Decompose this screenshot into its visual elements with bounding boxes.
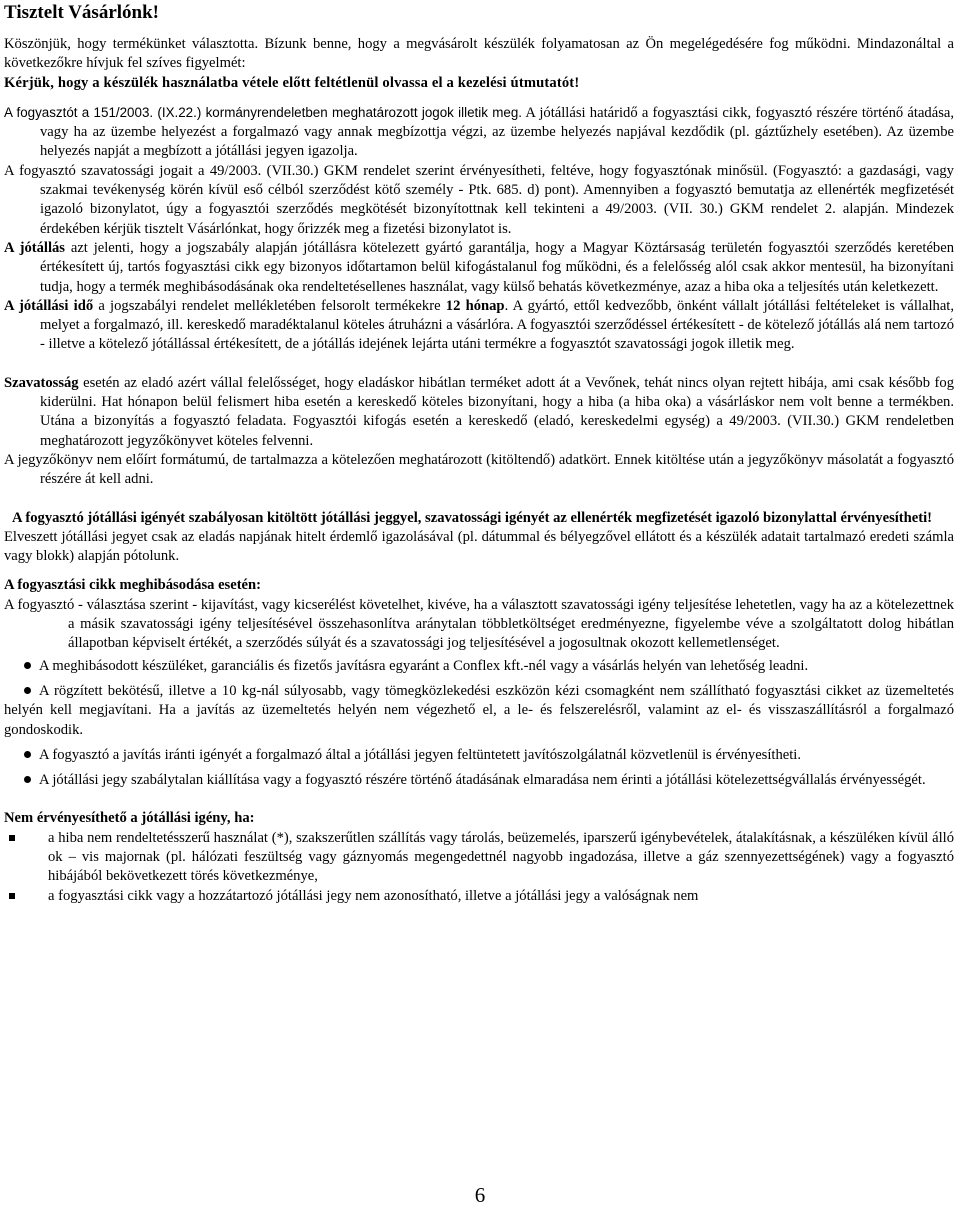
list-item bbox=[4, 771, 954, 790]
spacer bbox=[4, 490, 954, 509]
list-item bbox=[4, 887, 954, 906]
guarantee-term: Szavatosság bbox=[4, 374, 79, 391]
list-item bbox=[4, 682, 954, 740]
square-bullet-icon bbox=[9, 893, 15, 899]
spacer bbox=[4, 790, 954, 809]
list-item-text: a fogyasztási cikk vagy a hozzátartozó jótállási jegy nem azonosítható, illetve a jótállási jegy a valóságnak nem bbox=[48, 887, 699, 904]
list-item-text: A jótállási jegy szabálytalan kiállítása vagy a fogyasztó részére történő átadásának elmaradása nem érinti a jótállási kötelezettségvállalás érvényességét. bbox=[39, 772, 926, 789]
square-bullet-icon bbox=[9, 835, 15, 841]
intro-text: Köszönjük, hogy termékünket választotta. Bízunk benne, hogy a megvásárolt készülék folyamatosan az Ön megelégedésére fog működni. Mindazonáltal a következőkre hívjuk fel szíves figyelmét: bbox=[4, 36, 954, 72]
list-item bbox=[4, 829, 954, 887]
bullet-icon bbox=[24, 687, 31, 694]
lost-card-paragraph: Elveszett jótállási jegyet csak az eladás napjának hitelt érdemlő igazolásával (pl. dátummal és bélyegzővel ellátott és a készülék adatait tartalmazó eredeti számla vagy blokk) alapján pótolunk. bbox=[4, 528, 954, 565]
protocol-paragraph: A jegyzőkönyv nem előírt formátumú, de tartalmazza a kötelezően meghatározott (kitöltendő) adatkört. Ennek kitöltése után a jegyzőkönyv másolatát a fogyasztó részére át kell adni. bbox=[4, 451, 954, 488]
warranty-term: A jótállás bbox=[4, 239, 65, 256]
defect-heading: A fogyasztási cikk meghibásodása esetén: bbox=[4, 577, 262, 594]
warranty-time-text-2: . A gyártó, ettől kedvezőbb, önként vállalt jótállási feltételeket is vállalhat, melyet a forgalmazó, ill. kereskedő maradéktalanul köteles átruházni a vásárlóra. A fogyasztói szerződéssel értékesített - de kötelező jótállás alá nem tartozó - illetve a kötelező jótállással értékesített, de a jótállás idejének lejárta utáni termékre a fogyasztót szavatossági jogok illetik meg. bbox=[40, 297, 955, 353]
not-valid-list bbox=[4, 829, 954, 906]
intro-instruction: Kérjük, hogy a készülék használatba vétele előtt feltétlenül olvassa el a kezelési útmutatót! bbox=[4, 74, 580, 91]
bullet-icon bbox=[24, 751, 31, 758]
guarantee-rights-lead: A fogyasztó szavatossági jogait a 49/2003. (VII.30.) GKM rendelet szerint érvényesítheti, feltéve, hogy fogyasztónak minősül. bbox=[4, 162, 768, 179]
warranty-period-text: A jótállási határidő a fogyasztási cikk, fogyasztó részére történő átadása, vagy ha az üzembe helyezést a forgalmazó vagy annak megbízottja végzi, az üzembe helyezés napjával kezdődik (pl. gáztűzhely esetében). Az üzembe helyezés napját a megbízott a jótállási jegyen igazolja. bbox=[40, 104, 955, 160]
spacer bbox=[4, 355, 954, 374]
list-item bbox=[4, 657, 954, 676]
warranty-time-paragraph bbox=[4, 297, 954, 355]
list-item-text: A rögzített bekötésű, illetve a 10 kg-nál súlyosabb, vagy tömegközlekedési eszközön kézi csomagként nem szállítható fogyasztási cikket az üzemeltetés helyén kell megjavítani. Ha a javítás az üzemeltetés helyén nem végezhető el, a le- és felszerelésről, valamint az el- és visszaszállításról a forgalmazó gondoskodik. bbox=[4, 682, 954, 738]
warranty-time-term: A jótállási idő bbox=[4, 297, 94, 314]
spacer bbox=[4, 25, 954, 35]
defect-bullet-list bbox=[4, 657, 954, 791]
list-item-text: A meghibásodott készüléket, garanciális és fizetős javításra egyaránt a Conflex kft.-nél vagy a vásárlás helyén van lehetőség leadni. bbox=[39, 657, 809, 674]
defect-text: A fogyasztó - választása szerint - kijavítást, vagy kicserélést követelhet, kivéve, ha a választott szavatossági igény teljesítése lehetetlen, vagy ha az a kötelezettnek a másik szavatossági igény teljesítésével összehasonlítva aránytalan többletköltséget eredményezne, figyelembe véve a szolgáltatott dolog hibátlan állapotban képviselt értékét, a szerződés súlyát és a szavatossági jog teljesítésével a jogosultnak okozott kellemetlenséget. bbox=[4, 596, 954, 652]
guarantee-rights-text: (Fogyasztó: a gazdasági, vagy szakmai tevékenység körén kívül eső célból szerződést kötő személy - Ptk. 685. d) pont). Amennyiben a fogyasztó bemutatja az ellenérték megfizetését igazoló bizonylatot, úgy a fogyasztói szerződés megkötését bizonyítottnak kell tekinteni a 49/2003. (VII. 30.) GKM rendelet 2. alapján. Mindezek érdekében kérjük tisztelt Vásárlónkat, hogy őrizzék meg a fizetési bizonylatot is. bbox=[40, 162, 954, 237]
page-number: 6 bbox=[474, 1183, 486, 1207]
guarantee-paragraph bbox=[4, 374, 954, 451]
guarantee-text: esetén az eladó azért vállal felelősséget, hogy eladáskor hibátlan terméket adott át a Vevőnek, tehát nincs olyan rejtett hibája, ami csak később fog kiderülni. Hat hónapon belül felismert hiba esetén a kereskedő köteles bizonyítani, hogy a hiba (a hiba oka) a vásárláskor nem volt benne a termékben. Utána a bizonyítás a fogyasztó feladata. Fogyasztói kifogás esetén a kereskedő (eladó, kereskedelmi egység) a 49/2003. (VII.30.) GKM rendeletben meghatározott jegyzőkönyvet köteles felvenni. bbox=[40, 374, 954, 449]
spacer bbox=[4, 93, 954, 103]
warranty-definition bbox=[4, 239, 954, 297]
bullet-icon bbox=[24, 662, 31, 669]
list-item-text: A fogyasztó a javítás iránti igényét a forgalmazó által a jótállási jegyen feltüntetett javítószolgálatnál közvetlenül is érvényesítheti. bbox=[39, 746, 801, 763]
guarantee-rights-paragraph bbox=[4, 162, 954, 239]
consumer-rights-decree: A fogyasztót a 151/2003. (IX.22.) kormányrendeletben meghatározott jogok illetik meg. bbox=[4, 104, 522, 120]
warranty-time-text: a jogszabályi rendelet mellékletében felsorolt termékekre bbox=[93, 297, 446, 314]
not-valid-heading: Nem érvényesíthető a jótállási igény, ha: bbox=[4, 810, 255, 827]
page-title: Tisztelt Vásárlónk! bbox=[4, 2, 159, 23]
warranty-duration: 12 hónap bbox=[445, 297, 505, 314]
bullet-icon bbox=[24, 776, 31, 783]
claim-statement: A fogyasztó jótállási igényét szabályosan kitöltött jótállási jeggyel, szavatossági igényét az ellenérték megfizetését igazoló bizonylattal érvényesítheti! bbox=[12, 509, 933, 526]
spacer bbox=[4, 566, 954, 576]
consumer-rights-paragraph bbox=[4, 103, 954, 162]
list-item bbox=[4, 746, 954, 765]
list-item-text: a hiba nem rendeltetésszerű használat (*), szakszerűtlen szállítás vagy tárolás, beüzemelés, iparszerű igénybevételek, átalakításnak, a készüléken kívül álló ok – vis majornak (pl. hálózati feszültség vagy gáznyomás megengedettnél nagyobb ingadozása, illetve a gáz szennyezettségének) vagy a fogyasztó hibájából bekövetkezett törés következménye, bbox=[48, 829, 954, 885]
warranty-text: azt jelenti, hogy a jogszabály alapján jótállásra kötelezett gyártó garantálja, hogy a Magyar Köztársaság területén fogyasztói szerződés keretében értékesített új, tartós fogyasztási cikk egy bizonyos időtartamon belül kifogástalanul fog működni, és a felelősség alól csak akkor mentesül, ha bizonyítani tudja, hogy a termék meghibásodásának oka rendeltetésellenes használat, vagy külső behatás következménye, azaz a hiba oka a teljesítés után keletkezett. bbox=[40, 239, 955, 295]
